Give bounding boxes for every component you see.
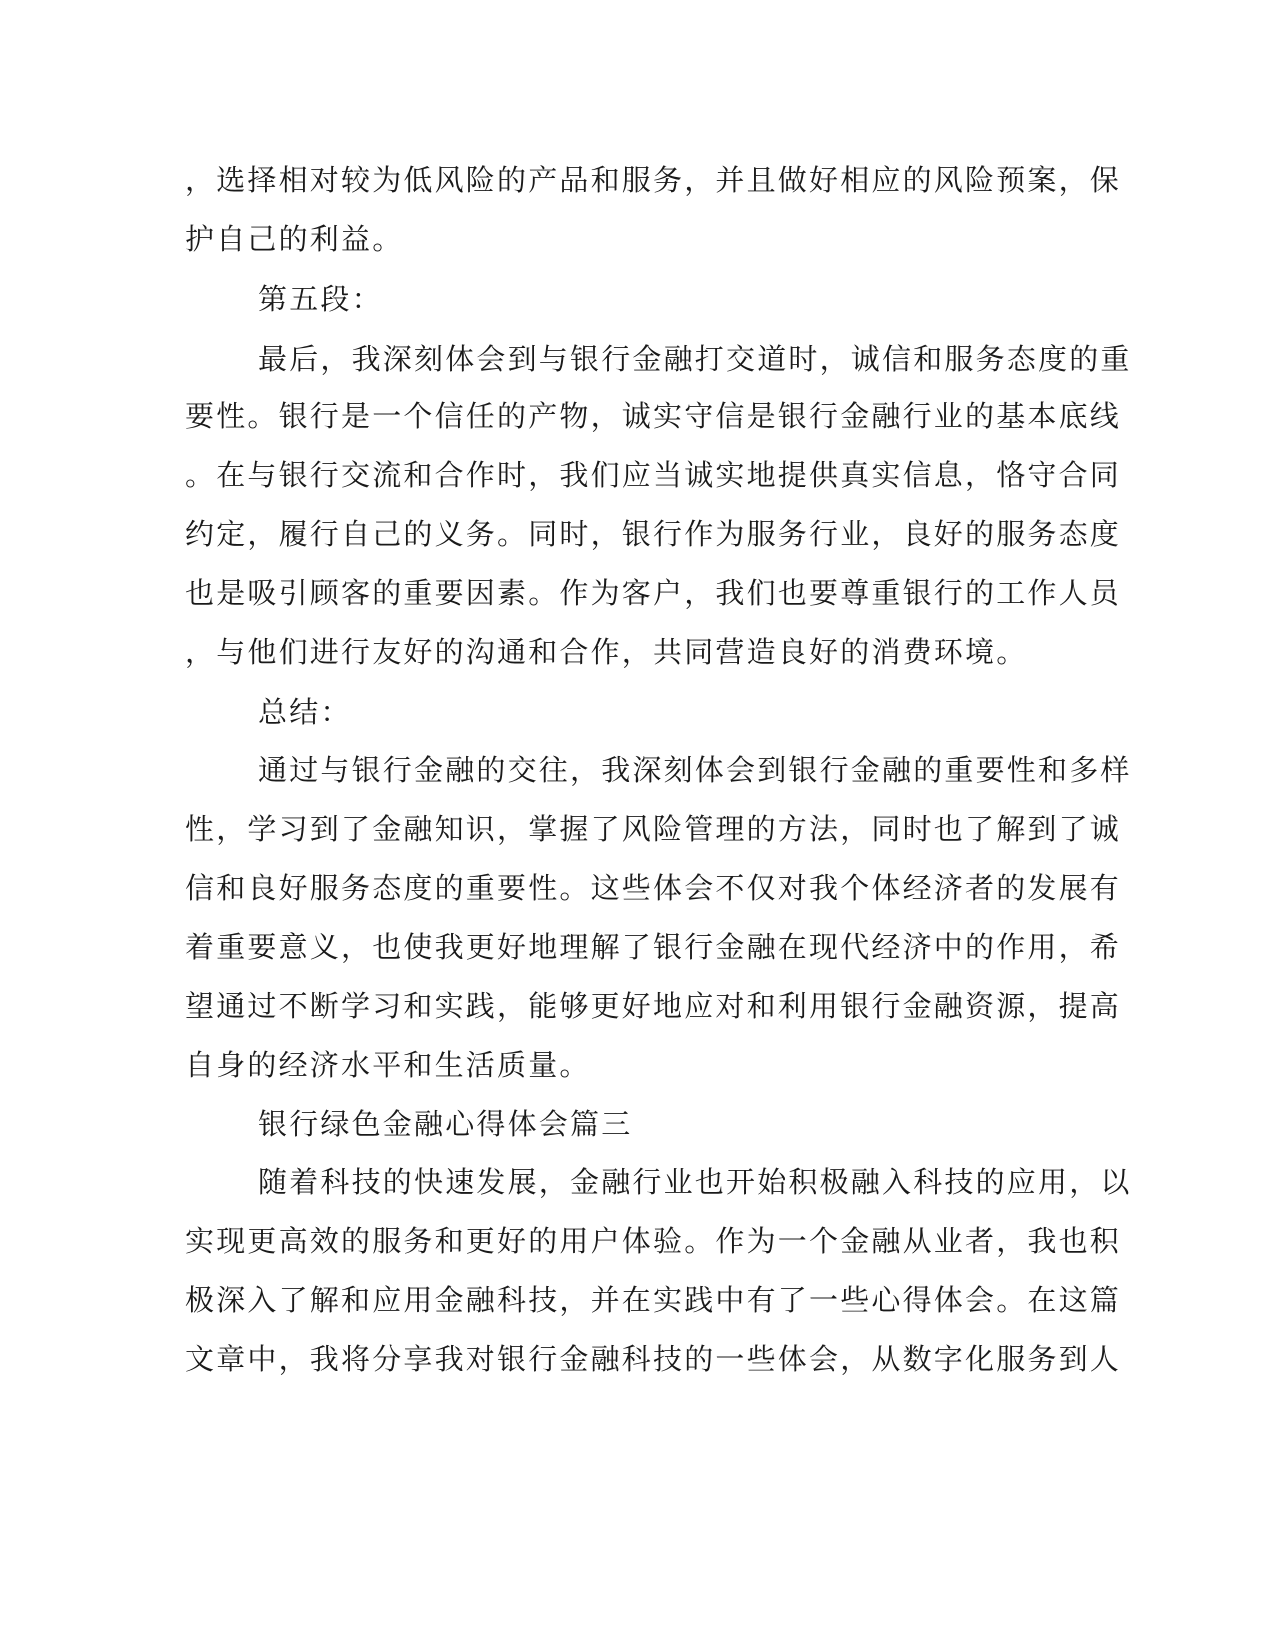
section-heading: 银行绿色金融心得体会篇三 — [258, 1107, 633, 1141]
text-line: 随着科技的快速发展，金融行业也开始积极融入科技的应用，以 — [258, 1165, 1132, 1199]
text-line: ，与他们进行友好的沟通和合作，共同营造良好的消费环境。 — [185, 635, 1028, 669]
text-line: 约定，履行自己的义务。同时，银行作为服务行业，良好的服务态度 — [185, 517, 1122, 551]
text-line: 。在与银行交流和合作时，我们应当诚实地提供真实信息，恪守合同 — [185, 458, 1122, 492]
section-heading: 第五段： — [258, 282, 383, 316]
text-line: 望通过不断学习和实践，能够更好地应对和利用银行金融资源，提高 — [185, 989, 1122, 1023]
text-line: 要性。银行是一个信任的产物，诚实守信是银行金融行业的基本底线 — [185, 399, 1122, 433]
text-line: 信和良好服务态度的重要性。这些体会不仅对我个体经济者的发展有 — [185, 871, 1122, 905]
text-line: 自身的经济水平和生活质量。 — [185, 1048, 591, 1082]
text-line: 实现更高效的服务和更好的用户体验。作为一个金融从业者，我也积 — [185, 1224, 1122, 1258]
text-line: ，选择相对较为低风险的产品和服务，并且做好相应的风险预案，保 — [185, 163, 1122, 197]
text-line: 着重要意义，也使我更好地理解了银行金融在现代经济中的作用，希 — [185, 930, 1122, 964]
text-line: 文章中，我将分享我对银行金融科技的一些体会，从数字化服务到人 — [185, 1342, 1122, 1376]
section-heading: 总结： — [258, 695, 352, 729]
text-line: 性，学习到了金融知识，掌握了风险管理的方法，同时也了解到了诚 — [185, 812, 1122, 846]
text-line: 通过与银行金融的交往，我深刻体会到银行金融的重要性和多样 — [258, 753, 1132, 787]
text-line: 护自己的利益。 — [185, 222, 404, 256]
text-line: 极深入了解和应用金融科技，并在实践中有了一些心得体会。在这篇 — [185, 1283, 1122, 1317]
text-line: 最后，我深刻体会到与银行金融打交道时，诚信和服务态度的重 — [258, 342, 1132, 376]
text-line: 也是吸引顾客的重要因素。作为客户，我们也要尊重银行的工作人员 — [185, 576, 1122, 610]
